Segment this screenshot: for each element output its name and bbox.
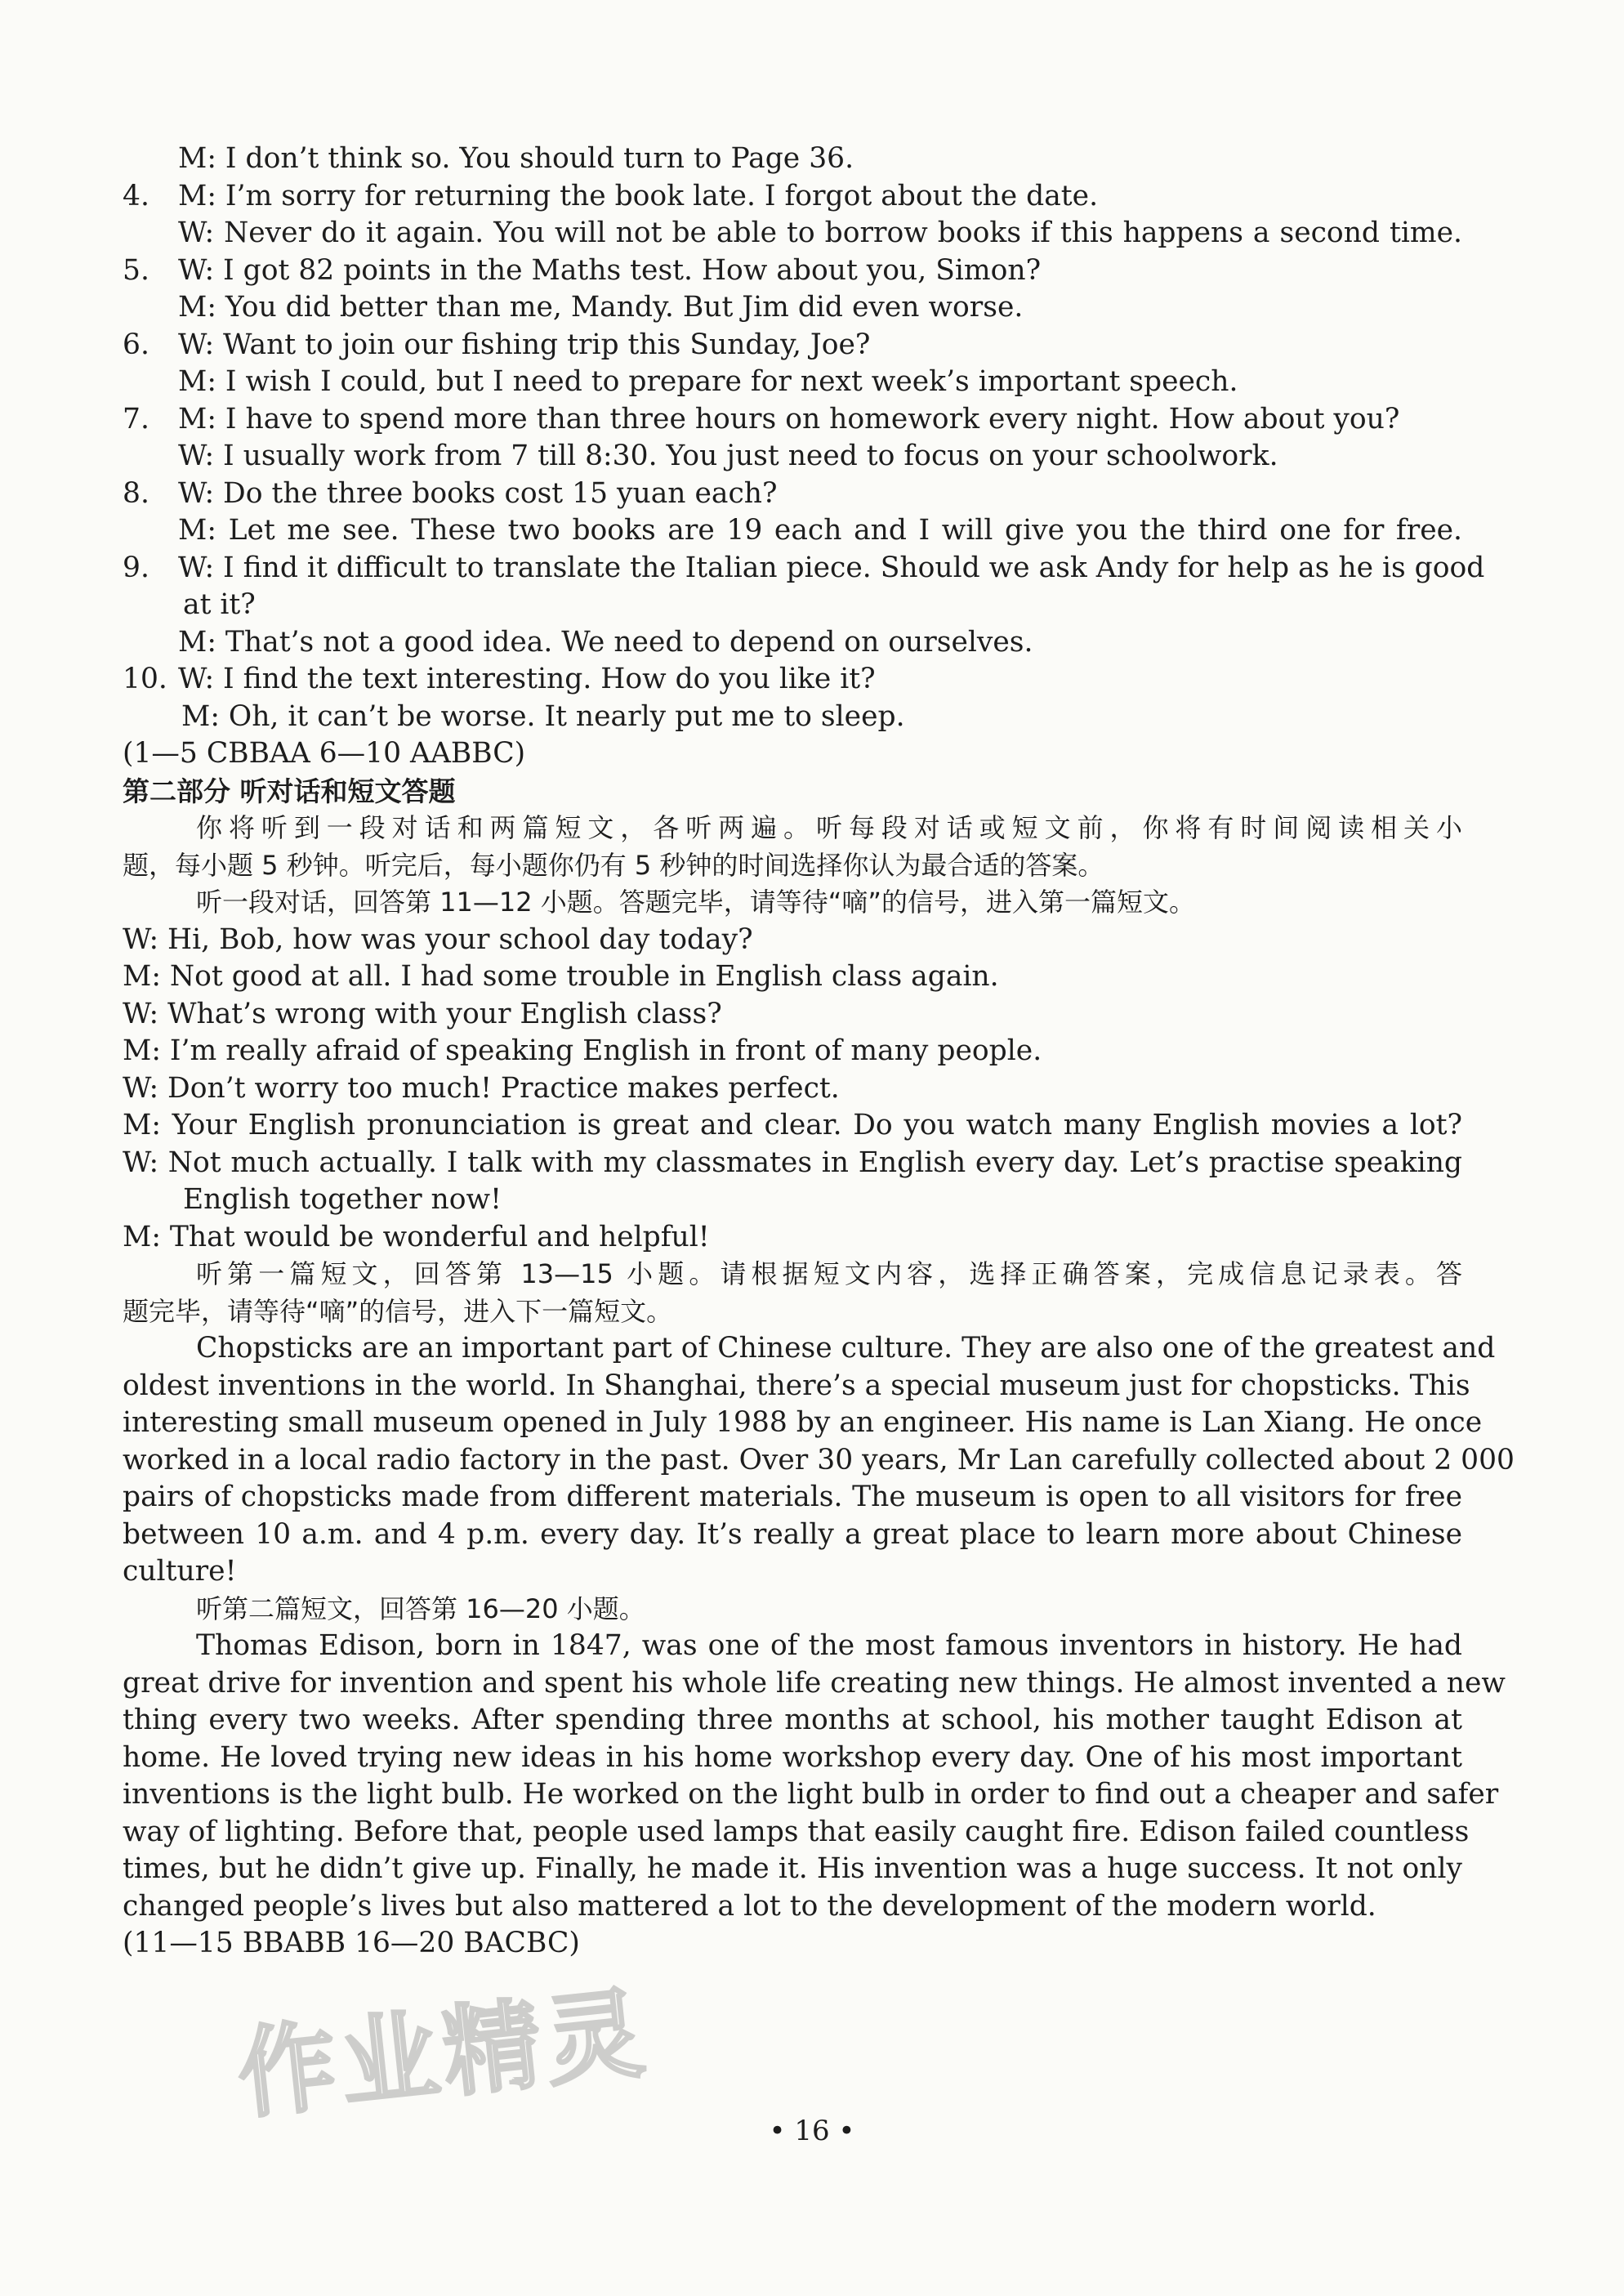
line-text: interesting small museum opened in July 1988 by an engineer. His name is Lan Xiang. He once <box>123 1406 1483 1439</box>
line-text: W: I find the text interesting. How do you like it? <box>178 663 876 695</box>
text-line <box>123 438 1462 476</box>
line-text: culture! <box>123 1555 237 1588</box>
line-text: M: Not good at all. I had some trouble in English class again. <box>123 960 999 993</box>
line-text: W: Not much actually. I talk with my classmates in English every day. Let’s practise speaking <box>123 1146 1462 1179</box>
line-text: 第二部分 听对话和短文答题 <box>123 775 456 807</box>
text-line <box>123 1256 1462 1293</box>
text-line <box>123 735 1462 773</box>
line-text: 你将听到一段对话和两篇短文，各听两遍。听每段对话或短文前，你将有时间阅读相关小 <box>196 812 1462 843</box>
line-text: way of lighting. Before that, people used lamps that easily caught fire. Edison failed countless <box>123 1815 1470 1848</box>
line-text: 题完毕，请等待“嘀”的信号，进入下一篇短文。 <box>123 1295 673 1327</box>
line-text: M: Let me see. These two books are 19 each and I will give you the third one for free. <box>178 514 1462 547</box>
text-line <box>123 1107 1462 1145</box>
line-text: M: I’m really afraid of speaking English in front of many people. <box>123 1034 1042 1067</box>
line-text: W: Don’t worry too much! Practice makes perfect. <box>123 1071 840 1105</box>
line-text: W: Never do it again. You will not be able to borrow books if this happens a second time. <box>178 217 1462 249</box>
text-line <box>123 624 1462 662</box>
line-text: worked in a local radio factory in the past. Over 30 years, Mr Lan carefully collected about 2 000 <box>123 1443 1515 1476</box>
question-line <box>123 550 1485 587</box>
question-number: 7. <box>123 402 149 436</box>
text-line <box>123 958 1462 996</box>
line-text: 听一段对话，回答第 11—12 小题。答题完毕，请等待“嘀”的信号，进入第一篇短文。 <box>196 887 1195 918</box>
line-text: M: I wish I could, but I need to prepare for next week’s important speech. <box>178 365 1238 398</box>
line-text: 听第二篇短文，回答第 16—20 小题。 <box>196 1592 645 1624</box>
text-line <box>123 1182 1462 1219</box>
line-text: M: I’m sorry for returning the book late. I forgot about the date. <box>178 179 1099 212</box>
line-text: W: I find it difficult to translate the Italian piece. Should we ask Andy for help as he is good <box>178 551 1485 584</box>
line-text: between 10 a.m. and 4 p.m. every day. It’s really a great place to learn more about Chinese <box>123 1517 1462 1551</box>
page-number: • 16 • <box>769 2115 855 2147</box>
text-line <box>123 922 1462 959</box>
question-number: 6. <box>123 328 149 361</box>
text-line <box>123 1814 1470 1852</box>
question-line <box>123 401 1462 439</box>
text-line <box>123 1145 1462 1182</box>
line-text: 题，每小题 5 秒钟。听完后，每小题你仍有 5 秒钟的时间选择你认为最合适的答案。 <box>123 849 1104 881</box>
line-text: M: You did better than me, Mandy. But Jim did even worse. <box>178 291 1024 324</box>
text-line <box>123 1405 1483 1442</box>
line-text: (1—5 CBBAA 6—10 AABBC) <box>123 737 526 770</box>
text-line <box>123 1219 1462 1257</box>
text-line <box>123 1517 1462 1554</box>
text-line <box>123 1330 1496 1368</box>
line-text: changed people’s lives but also mattered a lot to the development of the modern world. <box>123 1889 1376 1923</box>
text-line <box>123 1776 1499 1814</box>
question-number: 5. <box>123 253 149 287</box>
line-text: Thomas Edison, born in 1847, was one of the most famous inventors in history. He had <box>196 1629 1462 1662</box>
text-line <box>123 1293 1462 1331</box>
text-line <box>123 1628 1462 1665</box>
line-text: great drive for invention and spent his whole life creating new things. He almost invented a new <box>123 1666 1506 1700</box>
line-text: M: That’s not a good idea. We need to depend on ourselves. <box>178 625 1033 659</box>
text-line <box>123 884 1462 922</box>
line-text: W: What’s wrong with your English class? <box>123 997 722 1030</box>
line-text: M: I don’t think so. You should turn to Page 36. <box>178 142 854 175</box>
question-line <box>123 661 1462 699</box>
text-line <box>123 847 1462 885</box>
text-line <box>123 1591 1462 1628</box>
line-text: pairs of chopsticks made from different materials. The museum is open to all visitors for free <box>123 1481 1462 1513</box>
text-line <box>123 699 1462 736</box>
question-number: 9. <box>123 551 149 584</box>
line-text: inventions is the light bulb. He worked on the light bulb in order to find out a cheaper and safer <box>123 1778 1499 1811</box>
text-line <box>123 364 1462 401</box>
question-line <box>123 327 1462 364</box>
line-text: English together now! <box>183 1183 502 1216</box>
line-text: (11—15 BBABB 16—20 BACBC) <box>123 1927 580 1959</box>
text-line <box>123 1888 1462 1926</box>
text-line <box>123 215 1462 252</box>
question-line <box>123 178 1462 216</box>
text-line <box>123 1070 1462 1108</box>
text-line <box>123 587 1462 624</box>
question-number: 8. <box>123 476 149 510</box>
line-text: W: I usually work from 7 till 8:30. You just need to focus on your schoolwork. <box>178 440 1278 472</box>
text-line <box>123 512 1462 550</box>
text-line <box>123 1442 1515 1480</box>
line-text: times, but he didn’t give up. Finally, he made it. His invention was a huge success. It not only <box>123 1852 1462 1885</box>
text-line <box>123 1851 1462 1888</box>
question-number: 4. <box>123 179 149 212</box>
text-line <box>123 1665 1506 1703</box>
question-number: 10. <box>123 663 167 695</box>
question-line <box>123 252 1462 290</box>
text-line <box>123 1479 1462 1517</box>
line-text: at it? <box>183 588 256 621</box>
line-text: M: That would be wonderful and helpful! <box>123 1220 710 1253</box>
line-text: W: Do the three books cost 15 yuan each? <box>178 476 778 510</box>
line-text: home. He loved trying new ideas in his home workshop every day. One of his most important <box>123 1740 1462 1774</box>
line-text: oldest inventions in the world. In Shanghai, there’s a special museum just for chopsticks. This <box>123 1369 1470 1402</box>
text-line <box>123 141 1462 178</box>
text-line <box>123 1702 1462 1740</box>
text-line <box>123 996 1462 1034</box>
line-text: Chopsticks are an important part of Chinese culture. They are also one of the greatest and <box>196 1332 1496 1365</box>
text-line <box>123 1740 1462 1777</box>
text-line <box>123 1033 1462 1070</box>
line-text: M: Your English pronunciation is great and clear. Do you watch many English movies a lot? <box>123 1109 1462 1141</box>
line-text: thing every two weeks. After spending three months at school, his mother taught Edison at <box>123 1704 1462 1736</box>
question-line <box>123 476 1462 513</box>
text-line <box>123 1368 1470 1405</box>
page-text <box>123 141 1515 1963</box>
text-line <box>123 1553 1462 1591</box>
line-text: M: I have to spend more than three hours on homework every night. How about you? <box>178 402 1400 436</box>
text-line <box>123 773 1462 811</box>
line-text: W: Want to join our fishing trip this Sunday, Joe? <box>178 328 871 361</box>
text-line <box>123 1925 1462 1963</box>
watermark: 作业精灵 <box>232 1977 654 2133</box>
line-text: W: I got 82 points in the Maths test. How about you, Simon? <box>178 253 1042 287</box>
text-line <box>123 810 1462 847</box>
line-text: 听第一篇短文，回答第 13—15 小题。请根据短文内容，选择正确答案，完成信息记录表。答 <box>196 1258 1462 1289</box>
line-text: W: Hi, Bob, how was your school day today? <box>123 922 753 956</box>
text-line <box>123 289 1462 327</box>
line-text: M: Oh, it can’t be worse. It nearly put me to sleep. <box>181 699 905 733</box>
